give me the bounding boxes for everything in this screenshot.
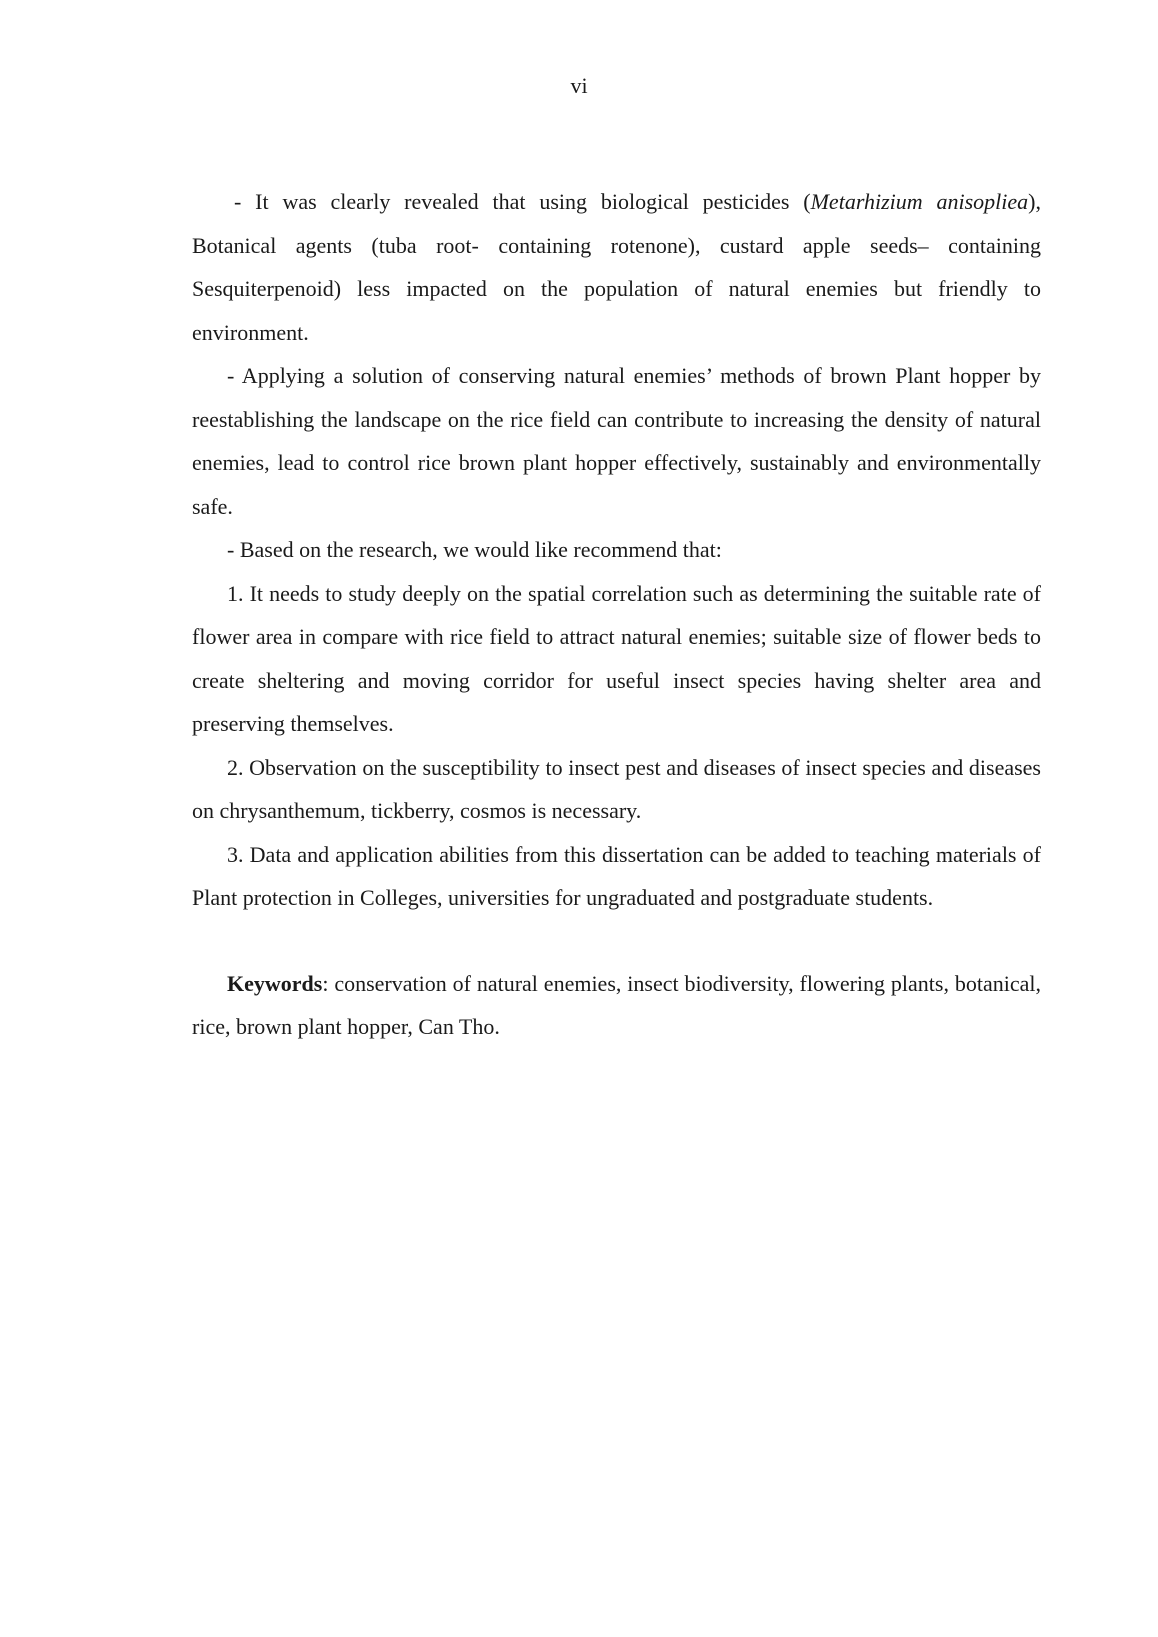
keywords-label: Keywords [227,970,323,996]
recommendation-item-1: 1. It needs to study deeply on the spatial correlation such as determining the suitable rate of flower area in compare with rice field to attract natural enemies; suitable size of flower beds to create sheltering and moving corridor for useful insect species having shelter area and preserving themselves. [192,580,1041,736]
keywords-text: conservation of natural enemies, insect biodiversity, flowering plants, botanical, rice, brown plant hopper, Can Tho. [192,970,1041,1039]
paragraph-1-prefix: - It was clearly revealed that using biological pesticides ( [234,189,811,214]
paragraph-biological-pesticides [192,180,1041,354]
keywords-separator: : [322,970,329,996]
recommendation-item-2: 2. Observation on the susceptibility to insect pest and diseases of insect species and diseases on chrysanthemum, tickberry, cosmos is necessary. [192,754,1041,823]
species-name: Metarhizium anisopliea [810,189,1029,214]
paragraph-1-suffix: ), Botanical agents (tuba root- containing rotenone), custard apple seeds– containing Sesquiterpenoid) less impacted on the population of natural enemies but friendly to environment. [192,189,1041,345]
page-number: vi [570,73,588,98]
paragraph-recommendation-intro: - Based on the research, we would like recommend that: [227,537,722,562]
document-body [192,180,1041,1049]
keywords-paragraph [192,962,1041,1049]
recommendation-item-3: 3. Data and application abilities from this dissertation can be added to teaching materials of Plant protection in Colleges, universities for ungraduated and postgraduate students. [192,841,1041,910]
paragraph-conserving-natural-enemies: - Applying a solution of conserving natural enemies’ methods of brown Plant hopper by reestablishing the landscape on the rice field can contribute to increasing the density of natural enemies, lead to control rice brown plant hopper effectively, sustainably and environmentally safe. [192,363,1041,519]
